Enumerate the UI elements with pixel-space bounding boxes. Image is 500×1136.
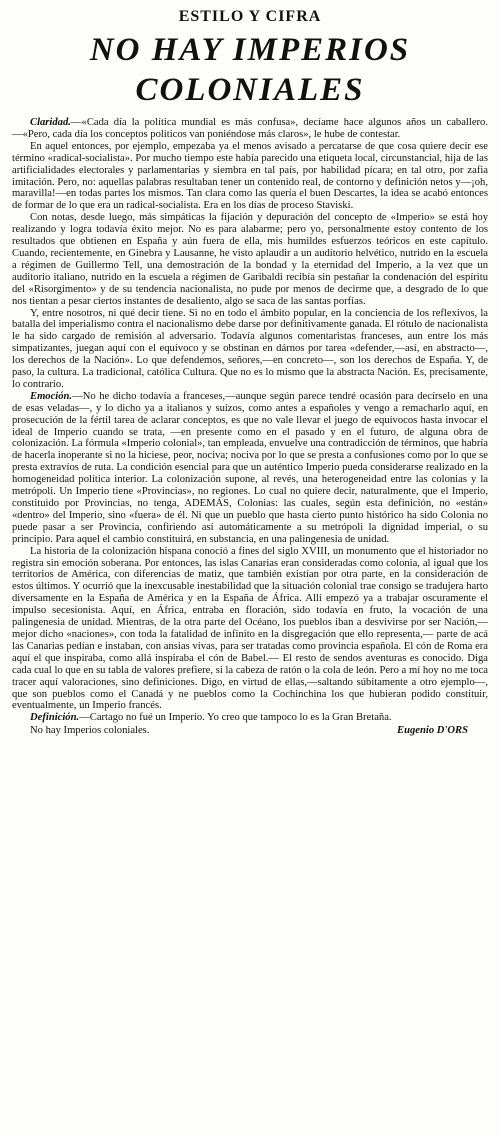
paragraph bbox=[12, 308, 488, 391]
paragraph-text: —Cartago no fué un Imperio. Yo creo que tampoco lo es la Gran Bretaña. bbox=[79, 712, 392, 724]
paragraph-text: —No he dicho todavía a franceses,—aunque según parece tendré ocasión para decírselo en una de esas veladas—, y lo dicho ya a italianos y suizos, como antes a españoles y vengo a remacharlo aquí, en prosecución de la fértil tarea de aclarar conceptos, es que no vale llevar el juego de equívocos hasta invocar el ideal de Imperio cuando se trata, —en presente como en el pasado y en el futuro, de alguna obra de colonización. La fórmula «Imperio colonial», tan empleada, envuelve una contradicción de términos, que habría de hacerla inoperante si no la hiciese, peor, nociva; nociva por lo que se presta a confusiones como por lo que se presta extravíos de ruta. La condición esencial para que un auténtico Imperio pueda considerarse realizado en la homogeneidad política interior. La colonización supone, al revés, una heterogeneidad entre las colonias y la metrópoli. Un Imperio tiene «Provincias», no regiones. Lo cual no quiere decir, naturalmente, que el Imperio, constituido por Provincias, no tenga, ADEMÁS, Colonias: las cuales, según esta definición, no «están» «dentro» del Imperio, sino «fuera» de él. Ni que un pueblo que hasta cierto punto histórico ha sido Colonia no puede pasar a ser Provincia, confiriendo así automáticamente a su metrópoli la dignidad imperial, o su principio. Para aquel el cambio constituirá, en substancia, en una palingenesia de unidad. bbox=[12, 390, 488, 545]
paragraph-lead: Definición. bbox=[30, 712, 80, 724]
paragraph bbox=[12, 391, 488, 546]
closing-line bbox=[12, 725, 488, 736]
headline: NO HAY IMPERIOS COLONIALES bbox=[89, 32, 411, 108]
closing-text: No hay Imperios coloniales. bbox=[30, 725, 150, 737]
paragraph bbox=[12, 212, 488, 307]
section-title: ESTILO Y CIFRA bbox=[178, 8, 322, 25]
author-signature: Eugenio D'ORS bbox=[397, 725, 468, 737]
paragraph-text: La historia de la colonización hispana conoció a fines del siglo XVIII, un monumento que el historiador no registra sin emoción soberana. Por entonces, las islas Canarias eran consideradas como colonia, al igual que los territorios de América, con diferencias de matiz, que también existían por otra parte, en la consideración de estos últimos. Y ocurrió que la inexcusable inestabilidad que la situación colonial trae consigo se tradujera harto diversamente en la España de América y en la España de África. Allí empezó ya a trabajar oscuramente el impulso secesionista. Aquí, en África, entraba en floración, sido todavía en fruto, la vocación de una palingenesia de unidad. Mientras, de la otra parte del Océano, los pueblos iban a desvivirse por ser Nación,—mejor dicho «naciones», con toda la fatalidad de infinito en la disgregación que ello representa,— parte de acá las Canarias pedían e instaban, con ansias vivas, para ser tratadas como provincia española. El cón de Roma era aquí el que inspiraba, como allá inspiraba el cón de Babel.— El resto de sendos aventuras es conocido. Diga cada cual lo que en su tabla de valores prefiere, si la cabeza de ratón o la cola de león. Pero a mí hoy no me toca tracer aquí valoraciones, sino definiciones. Digo, en virtud de ellas,—saltando súbitamente a otro ejemplo—, que son pueblos como el Canadá y ne pueblos como la Cochinchina los que hubieran podido constituir, eventualmente, un Imperio francés. bbox=[12, 545, 488, 712]
paragraph-text: —«Cada día la política mundial es más confusa», decíame hace algunos años un caballero.—«Pero, cada día los conceptos políticos van poniéndose más claros», le hube de contestar. bbox=[12, 117, 488, 140]
article-body bbox=[12, 117, 488, 724]
paragraph-text: Y, entre nosotros, ni qué decir tiene. Si no en todo el ámbito popular, en la conciencia de los reflexivos, la batalla del imperialismo contra el nacionalismo debe darse por definitivamente ganada. El rótulo de nacionalista le ha sido cargado de remisión al adversario. Todavía algunos comentaristas franceses, aun entre los más simpatizantes, juegan aquí con el equívoco y se obstinan en dárnos por tarea «defender,—así, en abstracto—, los derechos de la Nación». Lo que defendemos, señores,—en concreto—, son los derechos de España. Y, de paso, la cultura. La tradicional, católica Cultura. Que no es lo mismo que la abstracta Nación. Es, precisamente, lo contrario. bbox=[12, 307, 488, 390]
paragraph-lead: Claridad. bbox=[30, 117, 71, 128]
paragraph bbox=[12, 546, 488, 713]
paragraph bbox=[12, 117, 488, 141]
paragraph bbox=[12, 141, 488, 212]
paragraph-text: En aquel entonces, por ejemplo, empezaba ya el menos avisado a percatarse de que cosa quiere decir ese término «radical-socialista». Por mucho tiempo este había parecido una etiqueta local, circunstancial, hija de las artificialidades electorales y parlamentarias y siembra en tal país, por habilidad pícara; en tal otro, por zafia imitación. Pero, no: aquellas palabras resultaban tener un contenido real, de contorno y definición netos y—¡oh, maravilla!—en todas partes los mismos. Tan clara como las quería el buen Descartes, la idea se acabó entonces de formar de lo que era un radical-socialista. Era en los días de proceso Staviski. bbox=[12, 140, 488, 212]
paragraph bbox=[12, 712, 488, 724]
paragraph-lead: Emoción. bbox=[30, 390, 73, 402]
paragraph-text: Con notas, desde luego, más simpáticas la fijación y depuración del concepto de «Imperio» se está hoy realizando y logra todavía éxito mejor. No es para alabarme; pero yo, personalmente estoy contento de los resultados que obtienen en España y aún fuera de ella, mis humildes esfuerzos teóricos en este capítulo. Cuando, recientemente, en Ginebra y Lausanne, he visto aplaudir a un auditorio helvético, nutrido en la escuela a régimen de Guillermo Tell, una demostración de la bondad y la eternidad del Imperio, a la vez que un auditorio italiano, nutrido en la escuela a régimen de Garibaldi recibía sin pestañar la condenación del espíritu del «Risorgimento» y de su tendencia nacionalista, no pude por menos de decirme que, a desgrado de lo que nos tientan a pesar ciertos instantes de desaliento, algo se saca de las santas porfías. bbox=[12, 212, 488, 307]
